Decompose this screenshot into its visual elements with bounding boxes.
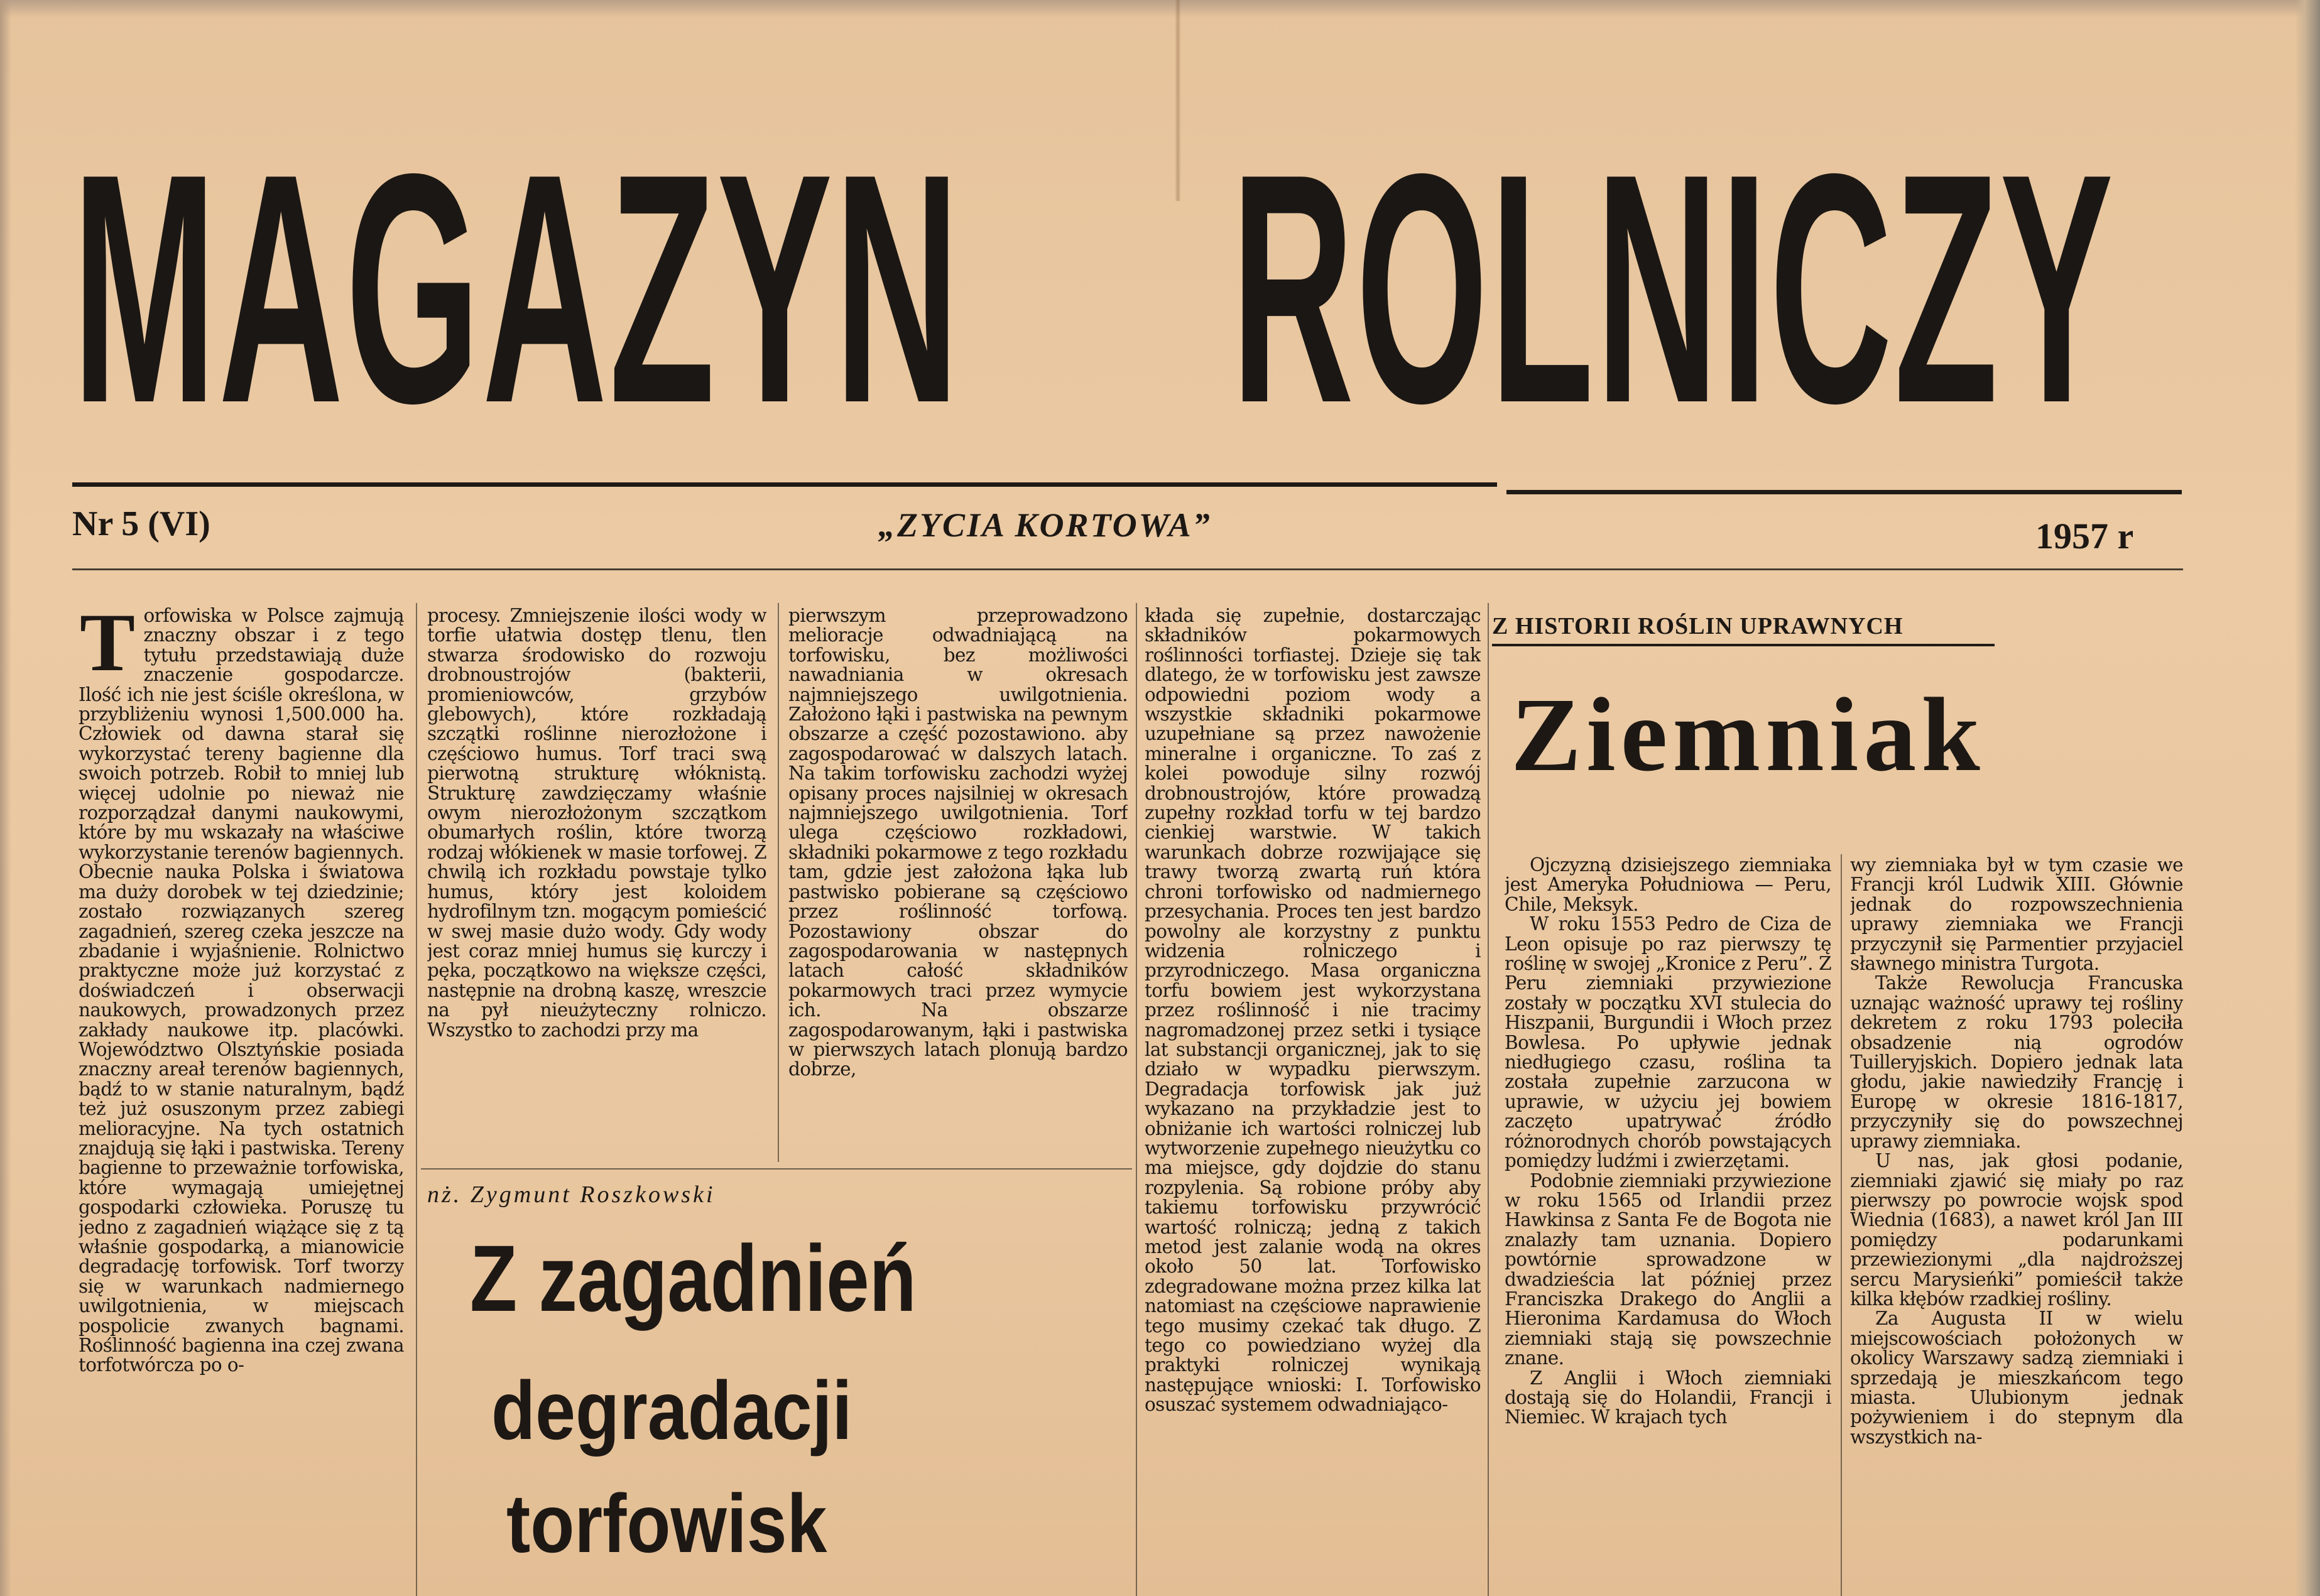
ziemniak-col1-paragraph: Ojczyzną dzisiejszego ziemniaka jest Ameryka Południowa — Peru, Chile, Meksyk. (1505, 855, 1831, 915)
masthead-title-left: MAGAZYN (72, 106, 962, 471)
article-torf-col1-text: orfowiska w Polsce zajmują znaczny obszar i z tego tytułu przedstawiają duże znaczenie gospodarcze. Ilość ich nie jest ściśle określona, w przybliżeniu wynosi 1,500.000 ha. Człowiek od dawna starał się wykorzystać tereny bagienne dla swoich potrzeb. Robił to mniej lub więcej udolnie po nieważ nie rozporządzał danymi naukowymi, które by mu wskazały na właściwe wykorzystanie terenów bagiennych. Obecnie nauka Polska i światowa ma duży dorobek w tej dziedzinie; zostało rozwiązanych szereg zagadnień, szereg czeka jeszcze na zbadanie i wyjaśnienie. Rolnictwo praktyczne może już korzystać z doświadczeń i obserwacji naukowych, prowadzonych przez zakłady naukowe itp. placówki. Województwo Olsztyńskie posiada znaczny areał terenów bagiennych, bądź to w stanie naturalnym, bądź też już osuszonym przez zabiegi melioracyjne. Na tych ostatnich znajdują się łąki i pastwiska. Tereny bagienne to przeważnie torfowiska, które wymagają umiejętnej gospodarki człowieka. Poruszę tu jedno z zagadnień wiążące się z tą właśnie gospodarką, a mianowicie degradację torfowisk. Torf tworzy się w warunkach nadmiernego uwilgotnienia, w miejscach pospolicie zwanych bagnami. Roślinność bagienna ina czej zwana torfotwórcza po o- (79, 606, 404, 1376)
ziemniak-col1-paragraph: Podobnie ziemniaki przywiezione w roku 1565 od Irlandii przez Hawkinsa z Santa Fe de Bogota nie znalazły tam uznania. Dopiero powtórnie sprowadzone w dwadzieścia lat później przez Franciszka Drakego do Anglii a Hieronima Kardamusa do Włoch ziemniaki stają się powszechnie znane. (1505, 1170, 1831, 1369)
section-kicker: Z HISTORII ROŚLIN UPRAWNYCH (1492, 613, 1903, 639)
ziemniak-col1-paragraph: W roku 1553 Pedro de Ciza de Leon opisuje po raz pierwszy tę roślinę w swojej „Kronice z Peru”. Z Peru ziemniaki przywiezione zostały w początku XVI stulecia do Hiszpanii, Burgundii i Włoch przez Bowlesa. Po upływie jednak niedługiego czasu, roślina ta została zupełnie zarzucona w uprawie, w użyciu jej bowiem zaczęto upatrywać źródło różnorodnych chorób powstających pomiędzy ludźmi i zwierzętami. (1505, 913, 1831, 1172)
article-torf-col3-text: pierwszym przeprowadzono melioracje odwadniającą na torfowisku, bez możliwości nawadniania w okresach najmniejszego uwilgotnienia. Założono łąki i pastwiska na pewnym obszarze a część pozostawiono. aby zagospodarować w dalszych latach. Na takim torfowisku zachodzi wyżej opisany proces najsilniej w okresach najmniejszego uwilgotnienia. Torf ulega częściowo rozkładowi, składniki pokarmowe z tego rozkładu tam, gdzie jest założona łąka lub pastwisko pobierane są częściowo przez roślinność torfową. Pozostawiony obszar do zagospodarowania w następnych latach całość składników pokarmowych traci przez wymycie ich. Na obszarze zagospodarowanym, łąki i pastwiska w pierwszych latach plonują bardzo dobrze, (788, 606, 1128, 1080)
article-ziemniak-title: Ziemniak (1511, 676, 1985, 793)
column-divider-3 (1136, 603, 1137, 1596)
article-ziemniak-column-1 (1505, 855, 1831, 1596)
masthead-rule-right (1506, 490, 2182, 494)
article-torf-col4-text: kłada się zupełnie, dostarczając składników pokarmowych roślinności torfiastej. Dzieje się tak dlatego, że w torfowisku jest zawsze odpowiedni poziom wody a wszystkie składniki pokarmowe uzupełniane są przez nawożenie mineralne i organiczne. To zaś z kolei powoduje silny rozwój drobnoustrojów, które prowadzą zupełny rozkład torfu w tej bardzo cienkiej warstwie. W takich warunkach dobrze rozwijające się trawy tworzą zwartą ruń która chroni torfowisko od nadmiernego przesychania. Proces ten jest bardzo powolny ale korzystny z punktu widzenia rolniczego i przyrodniczego. Masa organiczna torfu bowiem jest wykorzystana przez roślinność i nie tracimy nagromadzonej przez setki i tysiące lat substancji organicznej, jak to się działo w wypadku pierwszym. Degradacja torfowisk jak już wykazano na przykładzie jest to obniżanie ich wartości rolniczej lub wytworzenie zupełnego nieużytku co ma miejsce, gdy dojdzie do stanu rozpylenia. Są robione próby aby takiemu torfowisku przywrócić wartość rolniczą; jedną z takich metod jest zalanie wodą na okres około 50 lat. Torfowisko zdegradowane można przez kilka lat natomiast na częściowe naprawienie tego musimy czekać tak długo. Z tego co powiedziano wyżej dla praktyki rolniczej wynikają następujące wnioski: I. Torfowisko osuszać systemem odwadniająco- (1145, 606, 1481, 1416)
column-divider-5 (1841, 854, 1842, 1596)
article-ziemniak-column-2 (1850, 855, 2183, 1596)
article-torf-headline-line-2: degradacji (491, 1364, 852, 1457)
paper-top-edge (0, 0, 2320, 18)
article-torf-col2-text: procesy. Zmniejszenie ilości wody w torfie ułatwia dostęp tlenu, tlen stwarza środowisko do rozwoju drobnoustrojów (bakterii, promieniowców, grzybów glebowych), które rozkładają szczątki roślinne nierozłożone i częściowo humus. Torf traci swą pierwotną strukturę włóknistą. Strukturę zawdzięczamy właśnie owym nierozłożonym szczątkom obumarłych roślin, które tworzą rodzaj włókienek w masie torfowej. Z chwilą ich rozkładu powstaje tylko humus, który jest koloidem hydrofilnym tzn. mogącym pomieścić w swej masie dużo wody. Gdy wody jest coraz mniej humus się kurczy i pęka, początkowo na większe części, następnie na drobną kaszę, wreszcie na pył nieużyteczny rolniczo. Wszystko to zachodzi przy ma (427, 606, 766, 1041)
masthead-title-right: ROLNICZY (1231, 106, 2115, 471)
article-torf-column-2 (427, 606, 766, 1153)
masthead-rule-left (72, 482, 1497, 487)
column-divider-1 (416, 603, 417, 1596)
paper-right-edge (2295, 0, 2320, 1596)
ziemniak-col2-paragraph: Za Augusta II w wielu miejscowościach położonych w okolicy Warszawy sadzą ziemniaki i sprzedają je mieszkańcom tego miasta. Ulubionym jednak pożywieniem i do stepnym dla wszystkich na- (1850, 1308, 2183, 1448)
article-torf-dropcap: T (80, 606, 135, 688)
column-divider-4 (1488, 603, 1489, 1596)
headline-top-rule (421, 1168, 1132, 1170)
article-torf-headline-line-3: torfowisk (506, 1477, 827, 1570)
article-torf-column-1 (79, 606, 404, 1596)
ziemniak-col2-paragraph: U nas, jak głosi podanie, ziemniaki zjawić się miały po raz pierwszy po powrocie wojsk spod Wiednia (1683), a nawet król Jan III pomiędzy podarunkami przewiezionymi „dla najdroższej sercu Marysieńki” pomieścił także kilka kłębów rzadkiej rośliny. (1850, 1150, 2183, 1310)
section-kicker-underline (1492, 644, 1995, 646)
ziemniak-col2-paragraph: wy ziemniaka był w tym czasie we Francji król Ludwik XIII. Głównie jednak do rozpowszechnienia uprawy ziemniaka we Francji przyczynił się Parmentier przyjaciel sławnego ministra Turgota. (1850, 855, 2183, 975)
paper-fold-crease (1175, 0, 1181, 201)
article-torf-column-4 (1145, 606, 1481, 1596)
ziemniak-col1-paragraph: Z Anglii i Włoch ziemniaki dostają się do Holandii, Francji i Niemiec. W krajach tych (1505, 1367, 1831, 1428)
article-torf-headline-line-1: Z zagadnień (470, 1225, 917, 1331)
header-bottom-rule (72, 568, 2183, 570)
ziemniak-col2-paragraph: Także Rewolucja Francuska uznając ważność uprawy tej rośliny dekretem z roku 1793 poleciła obsadzenie nią ogrodów Tuilleryjskich. Dopiero jednak lata głodu, jakie nawiedziły Francję i Europę w okresie 1816-1817, przyczyniły się do powszechnej uprawy ziemniaka. (1850, 972, 2183, 1152)
article-torf-byline: nż. Zygmunt Roszkowski (427, 1181, 716, 1208)
issue-number: Nr 5 (VI) (72, 504, 210, 543)
supplement-name: „ZYCIA KORTOWA” (878, 506, 1212, 544)
issue-year: 1957 r (2035, 516, 2134, 556)
column-divider-2 (778, 603, 779, 1162)
paper-left-edge (0, 0, 11, 1596)
article-torf-column-3 (788, 606, 1128, 1153)
